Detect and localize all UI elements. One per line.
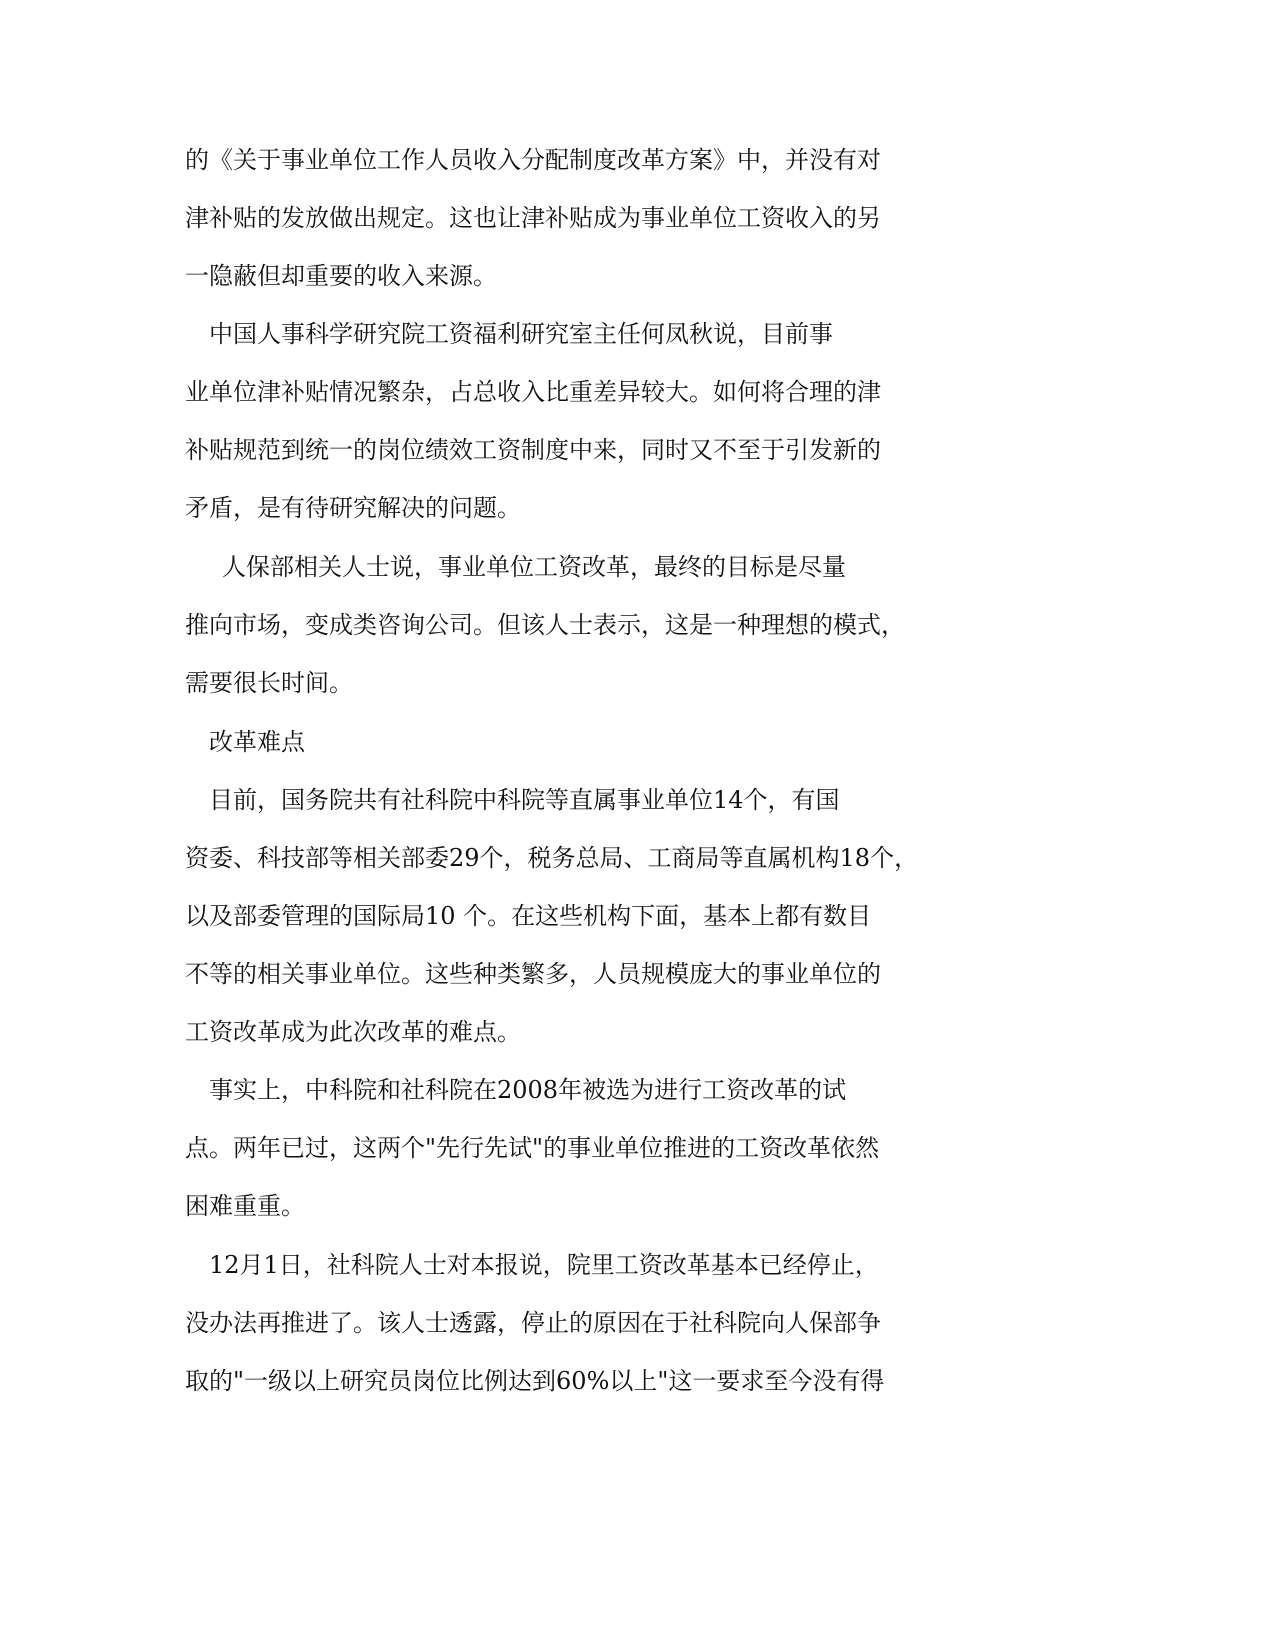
text-line: 人保部相关人士说，事业单位工资改革，最终的目标是尽量 xyxy=(222,553,846,581)
text-line: 推向市场，变成类咨询公司。但该人士表示，这是一种理想的模式， xyxy=(185,611,905,639)
text-line: 业单位津补贴情况繁杂，占总收入比重差异较大。如何将合理的津 xyxy=(185,378,881,406)
text-line: 取的"一级以上研究员岗位比例达到60%以上"这一要求至今没有得 xyxy=(185,1367,885,1395)
text-line: 以及部委管理的国际局10 个。在这些机构下面，基本上都有数目 xyxy=(185,902,872,930)
text-line: 不等的相关事业单位。这些种类繁多，人员规模庞大的事业单位的 xyxy=(185,960,881,988)
text-line: 事实上，中科院和社科院在2008年被选为进行工资改革的试 xyxy=(209,1076,847,1104)
text-line: 目前，国务院共有社科院中科院等直属事业单位14个，有国 xyxy=(209,786,840,814)
section-heading: 改革难点 xyxy=(209,728,305,756)
text-line: 一隐蔽但却重要的收入来源。 xyxy=(185,262,497,290)
text-line: 的《关于事业单位工作人员收入分配制度改革方案》中，并没有对 xyxy=(185,146,881,174)
text-line: 12月1日，社科院人士对本报说，院里工资改革基本已经停止， xyxy=(209,1251,879,1279)
text-line: 补贴规范到统一的岗位绩效工资制度中来，同时又不至于引发新的 xyxy=(185,436,881,464)
text-line: 中国人事科学研究院工资福利研究室主任何凤秋说，目前事 xyxy=(209,320,833,348)
text-line: 矛盾，是有待研究解决的问题。 xyxy=(185,494,521,522)
text-line: 困难重重。 xyxy=(185,1192,305,1220)
text-line: 津补贴的发放做出规定。这也让津补贴成为事业单位工资收入的另 xyxy=(185,204,881,232)
text-line: 资委、科技部等相关部委29个，税务总局、工商局等直属机构18个， xyxy=(185,844,919,872)
text-line: 需要很长时间。 xyxy=(185,669,353,697)
text-line: 没办法再推进了。该人士透露，停止的原因在于社科院向人保部争 xyxy=(185,1309,881,1337)
text-line: 工资改革成为此次改革的难点。 xyxy=(185,1018,521,1046)
text-line: 点。两年已过，这两个"先行先试"的事业单位推进的工资改革依然 xyxy=(185,1134,880,1162)
